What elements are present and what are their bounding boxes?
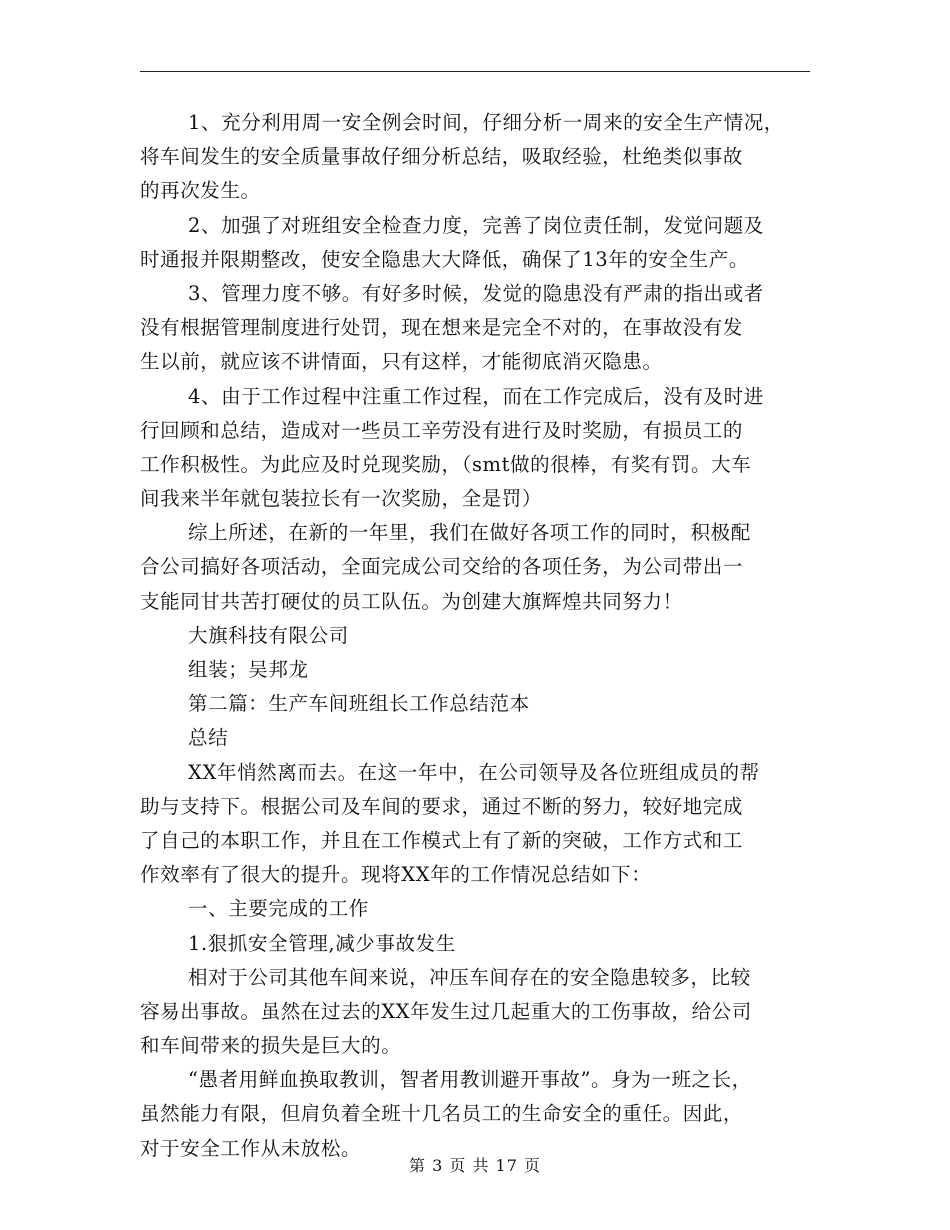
paragraph-line: 时通报并限期整改，使安全隐患大大降低，确保了13年的安全生产。 — [140, 247, 749, 271]
paragraph-line: 的再次发生。 — [140, 179, 261, 203]
paragraph-line: 对于安全工作从未放松。 — [140, 1136, 362, 1160]
paragraph-line: 工作积极性。为此应及时兑现奖励，（smt做的很棒，有奖有罚。大车 — [140, 452, 752, 476]
paragraph-line: 了自己的本职工作，并且在工作模式上有了新的突破，工作方式和工 — [140, 828, 744, 852]
heading-line: 一、主要完成的工作 — [188, 897, 369, 921]
paragraph-line: 容易出事故。虽然在过去的XX年发生过几起重大的工伤事故，给公司 — [140, 999, 752, 1023]
heading-line: 1.狠抓安全管理,减少事故发生 — [188, 931, 456, 955]
paragraph-line: 助与支持下。根据公司及车间的要求，通过不断的努力，较好地完成 — [140, 794, 744, 818]
paragraph-line: XX年悄然离而去。在这一年中，在公司领导及各位班组成员的帮 — [188, 760, 760, 784]
document-body — [140, 106, 820, 1166]
company-name: 大旗科技有限公司 — [188, 623, 349, 647]
paragraph-line: 3、管理力度不够。有好多时候，发觉的隐患没有严肃的指出或者 — [188, 281, 764, 305]
page-number: 第 3 页 共 17 页 — [409, 1156, 541, 1175]
paragraph-line: 合公司搞好各项活动，全面完成公司交给的各项任务，为公司带出一 — [140, 555, 744, 579]
header-rule — [140, 71, 810, 72]
paragraph-line: 和车间带来的损失是巨大的。 — [140, 1034, 402, 1058]
paragraph-line: 没有根据管理制度进行处罚，现在想来是完全不对的，在事故没有发 — [140, 316, 744, 340]
paragraph-line: 2、加强了对班组安全检查力度，完善了岗位责任制，发觉问题及 — [188, 213, 764, 237]
paragraph-line: 行回顾和总结，造成对一些员工辛劳没有进行及时奖励，有损员工的 — [140, 418, 744, 442]
paragraph-line: 间我来半年就包装拉长有一次奖励，全是罚） — [140, 487, 543, 511]
section-title: 第二篇：生产车间班组长工作总结范本 — [188, 692, 530, 716]
paragraph-line: 生以前，就应该不讲情面，只有这样，才能彻底消灭隐患。 — [140, 350, 663, 374]
paragraph-line: 1、充分利用周一安全例会时间，仔细分析一周来的安全生产情况， — [188, 111, 784, 134]
paragraph-line: 支能同甘共苦打硬仗的员工队伍。为创建大旗辉煌共同努力！ — [140, 589, 683, 613]
author-line: 组装；吴邦龙 — [188, 658, 309, 681]
section-subtitle: 总结 — [188, 726, 229, 750]
paragraph-line: 作效率有了很大的提升。现将XX年的工作情况总结如下： — [140, 863, 652, 887]
paragraph-line: 将车间发生的安全质量事故仔细分析总结，吸取经验，杜绝类似事故 — [140, 145, 744, 169]
paragraph-line: 综上所述，在新的一年里，我们在做好各项工作的同时，积极配 — [188, 521, 751, 545]
paragraph-line: 4、由于工作过程中注重工作过程，而在工作完成后，没有及时进 — [188, 384, 764, 408]
paragraph-line: 相对于公司其他车间来说，冲压车间存在的安全隐患较多，比较 — [188, 965, 751, 989]
paragraph-line: 虽然能力有限，但肩负着全班十几名员工的生命安全的重任。因此， — [140, 1102, 744, 1126]
paragraph-line: “愚者用鲜血换取教训，智者用教训避开事故”。身为一班之长， — [188, 1068, 752, 1092]
